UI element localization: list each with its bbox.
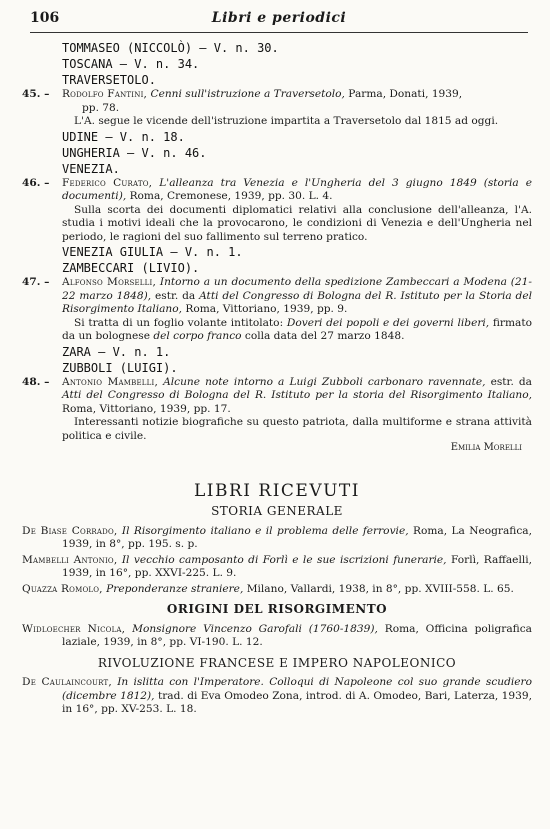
book-title: Preponderanze straniere,	[106, 582, 244, 595]
entry-reference	[62, 376, 532, 417]
book-publication: Roma, Officina poligrafica laziale, 1939, in 8°, pp. VI-190. L. 12.	[62, 622, 533, 648]
book-publication: Milano, Vallardi, 1938, in 8°, pp. XVIII-558. L. 65.	[246, 582, 514, 595]
book-entry	[22, 554, 532, 581]
book-entry	[22, 623, 532, 650]
subsection-rivoluzione: RIVOLUZIONE FRANCESE E IMPERO NAPOLEONICO	[97, 655, 457, 670]
running-title: Libri e periodici	[211, 10, 347, 26]
index-heading-ungheria: UNGHERIA – V. n. 46.	[62, 145, 207, 160]
entry-46	[22, 177, 532, 204]
entry-number: 46. –	[22, 176, 50, 189]
entry-number: 47. –	[22, 276, 50, 288]
entry-46-description: Sulla scorta dei documenti diplomatici relativi alla conclusione dell'alleanza, l'A. studia i motivi ideali che la provocarono, le condizioni di Venezia e dell'Ungheria nel periodo, le ragioni del suo fallimento sul terreno pratico.	[62, 203, 532, 243]
desc-text: Si tratta di un foglio volante intitolato:	[74, 316, 284, 329]
entry-source: Atti del Congresso di Bologna del R. Istituto per la storia del Risorgimento Italiano,	[62, 389, 532, 401]
entry-author: Antonio Mambelli,	[62, 375, 159, 388]
book-entry	[22, 676, 532, 717]
entry-47	[22, 276, 532, 317]
entry-reference	[62, 177, 532, 204]
book-title: Il Risorgimento italiano e il problema delle ferrovie,	[121, 524, 409, 537]
book-author: De Biase Corrado,	[22, 524, 118, 537]
entry-publication: Roma, Vittoriano, 1939, pp. 9.	[185, 303, 348, 315]
book-title: Il vecchio camposanto di Forlì e le sue iscrizioni funerarie,	[121, 553, 447, 566]
entry-publication: Roma, Cremonese, 1939, pp. 30. L. 4.	[129, 190, 333, 202]
author-signature: Emilia Morelli	[450, 442, 522, 453]
entry-extract-label: estr. da	[154, 289, 196, 302]
book-entry	[22, 525, 532, 552]
subsection-storia-generale: STORIA GENERALE	[211, 504, 343, 518]
book-author: Quazza Romolo,	[22, 582, 103, 595]
entry-author: Alfonso Morselli,	[62, 276, 157, 288]
entry-publication: Parma, Donati, 1939,	[348, 88, 463, 100]
index-heading-toscana: TOSCANA – V. n. 34.	[62, 57, 200, 71]
book-publication: Roma, La Neografica, 1939, in 8°, pp. 195. s. p.	[62, 524, 532, 550]
book-entry	[22, 583, 532, 597]
entry-48	[22, 376, 532, 417]
entry-reference	[62, 88, 532, 102]
book-publication: Forlì, Raffaelli, 1939, in 16°, pp. XXVI-225. L. 9.	[62, 553, 532, 579]
entry-title: Intorno a un documento della spedizione Zambeccari a Modena (21-22 marzo 1848),	[62, 276, 532, 302]
desc-italic: Doveri dei popoli e dei governi liberi,	[286, 316, 490, 329]
entry-title: Alcune note intorno a Luigi Zubboli carbonaro ravennate,	[163, 375, 486, 388]
book-author: De Caulaincourt,	[22, 676, 112, 688]
header-rule	[30, 32, 528, 33]
desc-text: firmato da un bolognese	[62, 316, 532, 342]
page-header	[30, 10, 528, 30]
index-heading-venezia-giulia: VENEZIA GIULIA – V. n. 1.	[62, 245, 243, 259]
entry-47-description	[22, 317, 532, 344]
desc-italic: del corpo franco	[153, 330, 242, 342]
subsection-origini: ORIGINI DEL RISORGIMENTO	[166, 602, 388, 616]
index-heading-zubboli: ZUBBOLI (LUIGI).	[62, 360, 178, 375]
entry-reference	[62, 276, 532, 317]
entry-48-description: Interessanti notizie biografiche su questo patriota, dalla multiforme e strana attività politica e civile.	[62, 416, 532, 442]
page-number: 106	[30, 10, 60, 26]
entry-number: 48. –	[22, 375, 50, 388]
entry-extract-label: estr. da	[490, 375, 532, 388]
entry-author: Federico Curato,	[62, 176, 153, 189]
book-publication: trad. di Eva Omodeo Zona, introd. di A. Omodeo, Bari, Laterza, 1939, in 16°, pp. XV-253. L. 18.	[62, 689, 532, 715]
entry-45	[22, 88, 532, 102]
book-author: Mambelli Antonio,	[22, 553, 118, 566]
desc-text: colla data del 27 marzo 1848.	[244, 330, 405, 342]
index-heading-udine: UDINE – V. n. 18.	[62, 129, 185, 144]
index-heading-zara: ZARA – V. n. 1.	[62, 344, 171, 359]
section-title: LIBRI RICEVUTI	[193, 480, 360, 501]
book-title: Monsignore Vincenzo Garofali (1760-1839),	[132, 622, 378, 635]
entry-title: Cenni sull'istruzione a Traversetolo,	[150, 88, 345, 100]
book-title: In islitta con l'Imperatore. Colloqui di Napoleone col suo grande scudiero (dicembre 1812),	[62, 676, 532, 702]
entry-title: L'alleanza tra Venezia e l'Ungheria del 3 giugno 1849 (storia e documenti),	[62, 176, 532, 202]
index-heading-traversetolo: TRAVERSETOLO.	[62, 73, 156, 87]
entry-publication: Roma, Vittoriano, 1939, pp. 17.	[62, 402, 231, 415]
index-heading-tommaseo: TOMMASEO (NICCOLÒ) – V. n. 30.	[62, 41, 279, 55]
entry-45-pages: pp. 78.	[82, 101, 120, 114]
entry-source: Atti del Congresso di Bologna del R. Istituto per la Storia del Risorgimento Italiano,	[62, 289, 532, 315]
entry-45-description: L'A. segue le vicende dell'istruzione impartita a Traversetolo dal 1815 ad oggi.	[74, 115, 499, 127]
entry-number: 45. –	[22, 88, 50, 100]
book-author: Widloecher Nicola,	[22, 622, 126, 635]
index-heading-zambeccari: ZAMBECCARI (LIVIO).	[62, 261, 200, 275]
page-body	[22, 40, 532, 719]
index-heading-venezia: VENEZIA.	[62, 161, 120, 176]
entry-author: Rodolfo Fantini,	[62, 88, 148, 100]
